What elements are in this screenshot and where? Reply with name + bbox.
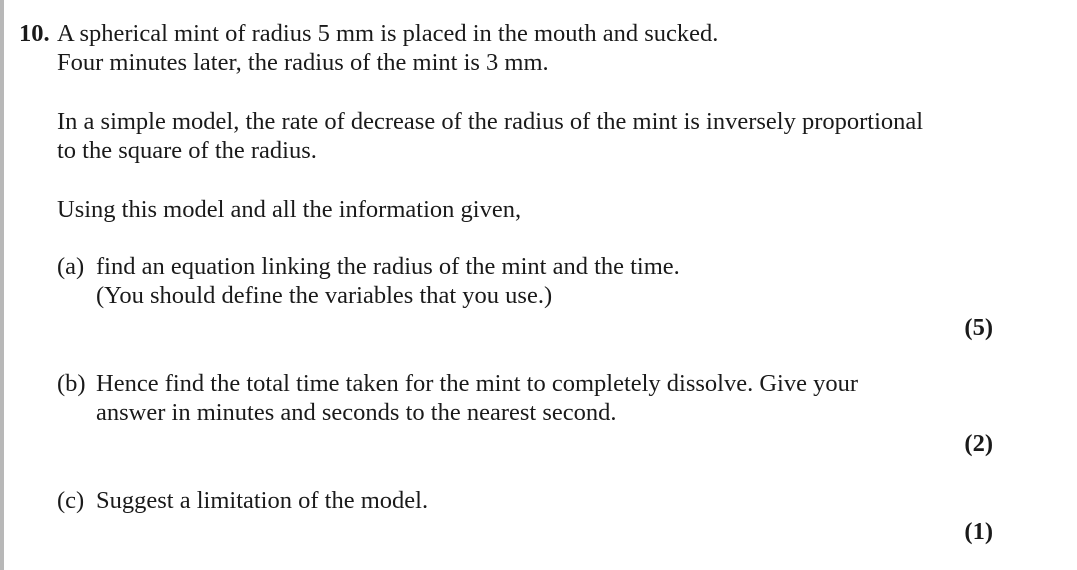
part-b-line-2: answer in minutes and seconds to the nearest second. [96, 399, 617, 426]
intro-line-2: Four minutes later, the radius of the mint is 3 mm. [57, 49, 549, 76]
part-a-line-1: find an equation linking the radius of the mint and the time. [96, 253, 680, 280]
instruction-line: Using this model and all the information given, [57, 196, 522, 223]
part-c-line-1: Suggest a limitation of the model. [96, 487, 429, 514]
model-line-2: to the square of the radius. [57, 137, 317, 164]
model-line-1: In a simple model, the rate of decrease of the radius of the mint is inversely proportional [57, 108, 924, 135]
part-a-marks: (5) [964, 314, 993, 341]
page-left-border [0, 0, 4, 570]
part-a-label: (a) [57, 253, 85, 280]
part-b-marks: (2) [964, 430, 993, 457]
part-c-marks: (1) [964, 518, 993, 545]
part-b-label: (b) [57, 370, 86, 397]
part-c-label: (c) [57, 487, 85, 514]
part-a-line-2: (You should define the variables that you use.) [96, 282, 553, 309]
part-b-line-1: Hence find the total time taken for the mint to completely dissolve. Give your [96, 370, 859, 397]
intro-line-1: A spherical mint of radius 5 mm is placed in the mouth and sucked. [57, 20, 719, 47]
question-number: 10. [19, 20, 50, 47]
